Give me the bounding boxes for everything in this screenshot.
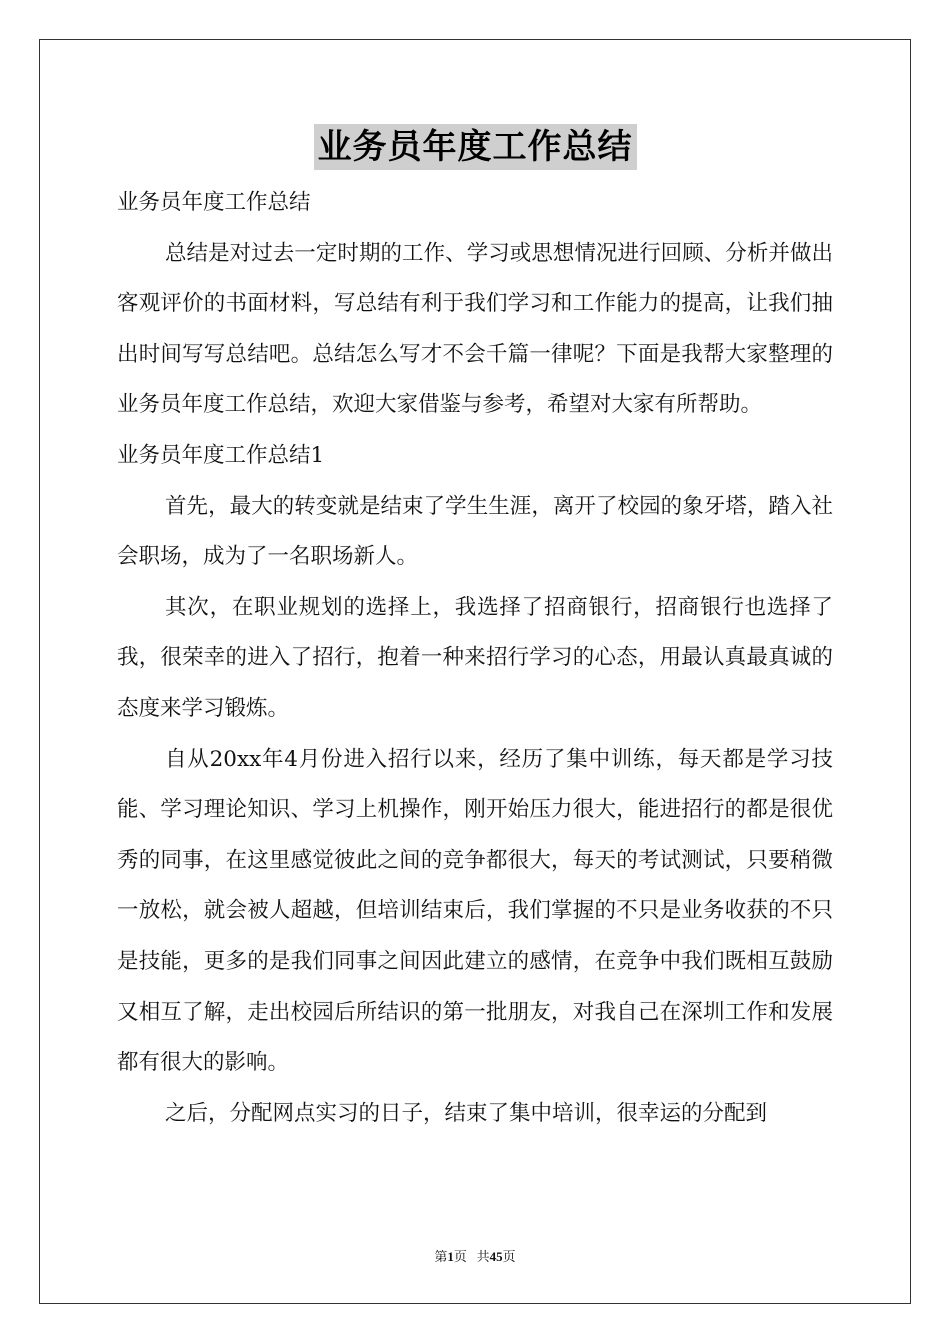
document-body: [117, 178, 833, 1139]
body-paragraph: 总结是对过去一定时期的工作、学习或思想情况进行回顾、分析并做出客观评价的书面材料，写总结有利于我们学习和工作能力的提高，让我们抽出时间写写总结吧。总结怎么写才不会千篇一律呢？下面是我帮大家整理的业务员年度工作总结，欢迎大家借鉴与参考，希望对大家有所帮助。: [117, 240, 833, 418]
section-heading: 业务员年度工作总结: [117, 190, 311, 215]
body-paragraph: 自从20xx年4月份进入招行以来，经历了集中训练，每天都是学习技能、学习理论知识、学习上机操作，刚开始压力很大，能进招行的都是很优秀的同事，在这里感觉彼此之间的竞争都很大，每天的考试测试，只要稍微一放松，就会被人超越，但培训结束后，我们掌握的不只是业务收获的不只是技能，更多的是我们同事之间因此建立的感情，在竞争中我们既相互鼓励又相互了解，走出校园后所结识的第一批朋友，对我自己在深圳工作和发展都有很大的影响。: [117, 746, 833, 1076]
page-footer: [0, 1246, 950, 1265]
footer-mid: 页 共: [453, 1249, 490, 1264]
footer-total-pages: 45: [489, 1249, 503, 1264]
footer-suffix: 页: [502, 1249, 516, 1264]
section-heading: 业务员年度工作总结1: [117, 442, 325, 468]
footer-prefix: 第: [434, 1249, 448, 1264]
body-paragraph: 首先，最大的转变就是结束了学生生涯，离开了校园的象牙塔，踏入社会职场，成为了一名职场新人。: [117, 493, 833, 570]
body-paragraph: 之后，分配网点实习的日子，结束了集中培训，很幸运的分配到: [165, 1100, 768, 1126]
title-container: [0, 124, 950, 170]
body-paragraph: 其次，在职业规划的选择上，我选择了招商银行，招商银行也选择了我，很荣幸的进入了招行，抱着一种来招行学习的心态，用最认真最真诚的态度来学习锻炼。: [117, 594, 833, 721]
document-title: 业务员年度工作总结: [314, 124, 637, 170]
footer-current-page: 1: [447, 1249, 454, 1264]
